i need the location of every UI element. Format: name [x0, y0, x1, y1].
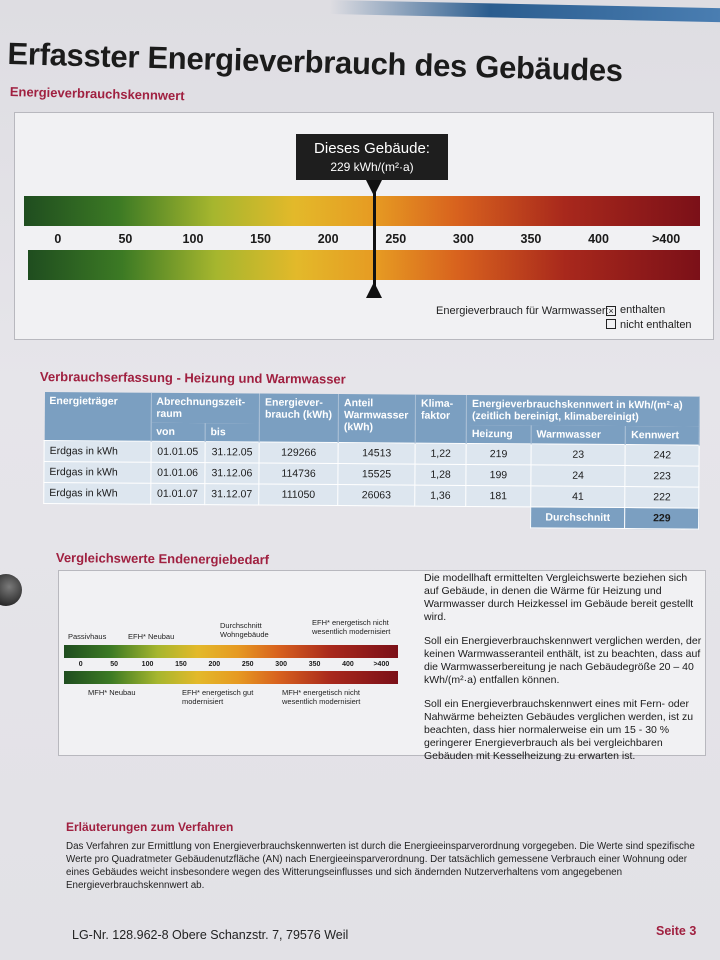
cell-traeger: Erdgas in kWh — [44, 462, 151, 484]
label-nicht-enthalten: nicht enthalten — [620, 319, 692, 331]
label-mfh-neubau: MFH* Neubau — [88, 688, 136, 697]
cell-klima: 1,28 — [415, 464, 466, 485]
kennwert-scale — [24, 232, 700, 246]
average-value: 229 — [625, 508, 699, 530]
label-efh-nicht-modernisiert: EFH* energetisch nicht wesentlich modernisiert — [312, 618, 391, 636]
comparison-tick: 50 — [110, 661, 118, 668]
cell-anteil: 14513 — [338, 443, 415, 465]
cell-traeger: Erdgas in kWh — [44, 483, 151, 505]
cell-kennwert: 242 — [625, 445, 699, 467]
pointer-title: Dieses Gebäude: — [314, 140, 430, 157]
comparison-bar-bottom — [64, 671, 398, 684]
cell-bis: 31.12.07 — [205, 484, 259, 505]
kennwert-tick: 150 — [250, 232, 271, 246]
col-anteil: Anteil Warmwasser (kWh) — [338, 394, 415, 443]
col-kennwert-group: Energieverbrauchskennwert in kWh/(m²·a) (zeitlich bereinigt, klimabereinigt) — [466, 395, 699, 427]
comparison-tick: 150 — [175, 661, 187, 668]
cell-klima: 1,36 — [415, 485, 466, 506]
average-spacer — [44, 504, 531, 528]
description-paragraph: Soll ein Energieverbrauchskennwert eines mit Fern- oder Nahwärme beheizten Gebäudes verglichen werden, ist zu beachten, dass hier normalerweise ein um 15 - 30 % geringerer Energieverbrauch als bei vergleichbaren Gebäuden mit Kesselheizung zu erwarten ist. — [424, 698, 694, 762]
comparison-tick: 350 — [308, 661, 321, 668]
option-enthalten — [606, 304, 665, 316]
section-subtitle: Energieverbrauchskennwert — [9, 84, 185, 104]
col-verbrauch: Energiever-brauch (kWh) — [259, 394, 338, 443]
cell-traeger: Erdgas in kWh — [44, 441, 151, 463]
consumption-heading: Verbrauchserfassung - Heizung und Warmwasser — [39, 369, 346, 387]
comparison-scale — [64, 661, 398, 668]
col-heizung: Heizung — [466, 425, 531, 444]
building-pointer-label — [296, 134, 448, 180]
kennwert-tick: 50 — [118, 232, 133, 246]
cell-bis: 31.12.06 — [205, 463, 259, 484]
cell-heizung: 219 — [466, 443, 531, 464]
cell-anteil: 26063 — [338, 485, 415, 507]
comparison-tick: 200 — [208, 661, 221, 668]
kennwert-tick: >400 — [652, 232, 681, 246]
col-warmwasser: Warmwasser — [531, 425, 626, 444]
label-enthalten: enthalten — [620, 304, 666, 316]
label-durchschnitt: Durchschnitt Wohngebäude — [220, 621, 269, 639]
checkbox-enthalten: × — [606, 306, 616, 316]
comparison-tick: 250 — [241, 661, 254, 668]
explanation-heading: Erläuterungen zum Verfahren — [66, 820, 234, 834]
cell-verbrauch: 129266 — [259, 442, 338, 464]
comparison-description — [424, 572, 702, 774]
kennwert-tick: 350 — [520, 232, 542, 246]
page-title: Erfasster Energieverbrauch des Gebäudes — [7, 36, 624, 89]
consumption-table — [43, 392, 700, 530]
cell-klima: 1,22 — [415, 443, 466, 464]
checkbox-nicht-enthalten — [606, 319, 616, 329]
energy-color-bar-top — [24, 196, 700, 226]
description-paragraph: Die modellhaft ermittelten Vergleichswerte beziehen sich auf Gebäude, in denen die Wärme für Heizung und Warmwasser durch Heizkessel im Gebäude bereit gestellt wird. — [424, 572, 694, 623]
energy-color-bar-bottom — [28, 250, 700, 280]
kennwert-tick: 400 — [588, 232, 609, 246]
comparison-tick: >400 — [373, 661, 390, 668]
label-passivhaus: Passivhaus — [68, 632, 107, 641]
cell-warmwasser: 23 — [531, 444, 626, 466]
comparison-tick: 300 — [275, 661, 287, 668]
cell-bis: 31.12.05 — [205, 442, 259, 463]
kennwert-tick: 250 — [385, 232, 407, 246]
col-traeger: Energieträger — [44, 392, 151, 441]
label-mfh-nicht-modernisiert: MFH* energetisch nicht wesentlich modernisiert — [282, 688, 361, 706]
pointer-arrow-bottom — [366, 282, 382, 298]
cell-warmwasser: 41 — [531, 486, 626, 508]
label-efh-neubau: EFH* Neubau — [128, 632, 175, 641]
cell-von: 01.01.06 — [150, 462, 204, 483]
cell-verbrauch: 114736 — [259, 463, 338, 485]
cell-anteil: 15525 — [338, 464, 415, 486]
page-number: Seite 3 — [656, 924, 697, 938]
explanation-text: Das Verfahren zur Ermittlung von Energieverbrauchskennwerten ist durch die Energieeinsparverordnung vorgegeben. Die Werte sind spezifische Werte pro Quadratmeter Gebäudenutzfläche (AN) nach Energieeinsparverordnung. Der tatsächlich gemessene Verbrauch einer Wohnung oder eines Gebäudes weicht insbesondere wegen des Witterungseinflusses und sich ändernden Nutzerverhaltens vom angegebenen Energieverbrauchskennwert ab. — [66, 841, 695, 891]
comparison-tick: 0 — [78, 661, 83, 668]
cell-kennwert: 222 — [625, 487, 699, 509]
cell-verbrauch: 111050 — [259, 484, 338, 506]
cell-von: 01.01.07 — [150, 483, 204, 504]
cell-von: 01.01.05 — [151, 441, 205, 462]
average-label: Durchschnitt — [530, 507, 625, 529]
pointer-needle — [373, 190, 376, 296]
kennwert-tick: 0 — [54, 232, 62, 246]
label-efh-gut-modernisiert: EFH* energetisch gut modernisiert — [182, 688, 254, 706]
kennwert-tick: 100 — [182, 232, 204, 246]
binder-hole — [0, 574, 22, 606]
option-nicht-enthalten — [606, 319, 692, 331]
cell-heizung: 199 — [466, 464, 531, 485]
comparison-tick: 400 — [342, 661, 354, 668]
top-color-band — [330, 0, 720, 22]
col-zeitraum: Abrechnungszeit-raum — [151, 393, 260, 424]
pointer-value: 229 kWh/(m²·a) — [330, 160, 414, 174]
col-kennwert: Kennwert — [626, 426, 700, 445]
comparison-bar-top — [64, 645, 398, 658]
cell-warmwasser: 24 — [531, 465, 626, 487]
col-von: von — [151, 423, 205, 442]
kennwert-tick: 300 — [452, 232, 474, 246]
warmwasser-label: Energieverbrauch für Warmwasser: — [436, 305, 609, 317]
cell-heizung: 181 — [466, 485, 531, 506]
average-row — [44, 504, 699, 530]
footer-address: LG-Nr. 128.962-8 Obere Schanzstr. 7, 79576 Weil — [72, 928, 349, 942]
col-bis: bis — [205, 423, 259, 442]
kennwert-tick: 200 — [317, 232, 339, 246]
comparison-tick: 100 — [141, 661, 154, 668]
cell-kennwert: 223 — [625, 466, 699, 488]
comparison-heading: Vergleichswerte Endenergiebedarf — [55, 550, 270, 568]
col-klima: Klima-faktor — [415, 395, 466, 444]
description-paragraph: Soll ein Energieverbrauchskennwert verglichen werden, der keinen Warmwasseranteil enthält, ist zu beachten, dass auf die Warmwasserbereitung je nach Gebäudegröße 20 – 40 kWh/(m²·a) entfallen können. — [424, 635, 702, 686]
